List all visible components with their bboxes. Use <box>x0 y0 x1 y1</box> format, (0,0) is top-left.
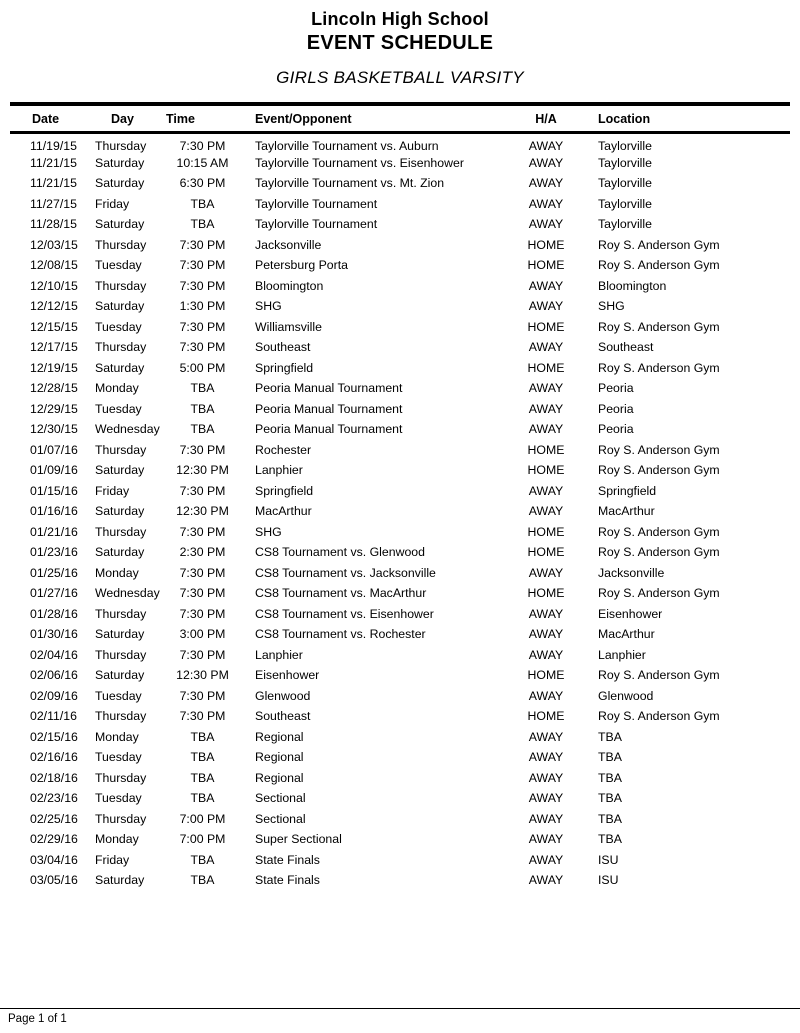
title-block <box>0 0 800 88</box>
table-row <box>10 850 790 871</box>
cell-day: Monday <box>95 832 139 847</box>
cell-home-away: AWAY <box>528 401 564 416</box>
table-row <box>10 378 790 399</box>
cell-date: 02/25/16 <box>30 811 78 826</box>
table-row <box>10 542 790 563</box>
cell-date: 11/21/15 <box>30 155 77 170</box>
cell-date: 12/08/15 <box>30 258 78 273</box>
cell-home-away: AWAY <box>528 811 564 826</box>
cell-location: Roy S. Anderson Gym <box>598 545 720 560</box>
cell-home-away: HOME <box>527 319 565 334</box>
cell-time: 7:30 PM <box>179 138 226 153</box>
table-row <box>10 481 790 502</box>
cell-date: 01/27/16 <box>30 586 78 601</box>
cell-event-opponent: Glenwood <box>255 688 311 703</box>
cell-location: ISU <box>598 873 619 888</box>
cell-day: Tuesday <box>95 319 142 334</box>
team-subtitle: GIRLS BASKETBALL VARSITY <box>276 67 524 87</box>
cell-date: 11/19/15 <box>30 138 77 153</box>
cell-event-opponent: CS8 Tournament vs. Eisenhower <box>255 606 434 621</box>
table-row <box>10 645 790 666</box>
cell-time: 7:30 PM <box>179 709 226 724</box>
table-header-row <box>10 104 790 133</box>
cell-time: 7:30 PM <box>179 565 226 580</box>
cell-location: Southeast <box>598 340 654 355</box>
cell-location: Roy S. Anderson Gym <box>598 586 720 601</box>
cell-event-opponent: Williamsville <box>255 319 322 334</box>
cell-event-opponent: CS8 Tournament vs. Rochester <box>255 627 426 642</box>
cell-location: Springfield <box>598 483 657 498</box>
cell-date: 02/09/16 <box>30 688 78 703</box>
cell-location: Lanphier <box>598 647 646 662</box>
cell-day: Thursday <box>95 606 147 621</box>
cell-event-opponent: Lanphier <box>255 463 303 478</box>
cell-time: TBA <box>190 791 215 806</box>
table-row <box>10 747 790 768</box>
cell-location: Roy S. Anderson Gym <box>598 524 720 539</box>
cell-date: 01/28/16 <box>30 606 78 621</box>
cell-home-away: AWAY <box>528 750 564 765</box>
cell-day: Monday <box>95 381 139 396</box>
cell-date: 12/29/15 <box>30 401 78 416</box>
cell-time: TBA <box>190 381 215 396</box>
cell-location: Peoria <box>598 422 634 437</box>
cell-location: ISU <box>598 852 619 867</box>
cell-day: Tuesday <box>95 750 142 765</box>
cell-home-away: HOME <box>527 709 565 724</box>
cell-date: 01/16/16 <box>30 504 78 519</box>
cell-time: 7:30 PM <box>179 319 226 334</box>
cell-location: Jacksonville <box>598 565 665 580</box>
cell-day: Tuesday <box>95 688 142 703</box>
cell-home-away: AWAY <box>528 627 564 642</box>
cell-day: Thursday <box>95 770 147 785</box>
cell-home-away: AWAY <box>528 278 564 293</box>
cell-event-opponent: Peoria Manual Tournament <box>255 381 403 396</box>
cell-location: SHG <box>598 299 625 314</box>
table-row <box>10 522 790 543</box>
schedule-table-wrap <box>10 102 790 891</box>
cell-time: 7:30 PM <box>179 483 226 498</box>
cell-location: Roy S. Anderson Gym <box>598 360 720 375</box>
cell-event-opponent: CS8 Tournament vs. Glenwood <box>255 545 425 560</box>
cell-date: 01/30/16 <box>30 627 78 642</box>
cell-home-away: AWAY <box>528 791 564 806</box>
cell-location: Eisenhower <box>598 606 663 621</box>
cell-date: 02/11/16 <box>30 709 77 724</box>
cell-location: Peoria <box>598 401 634 416</box>
cell-home-away: HOME <box>527 668 565 683</box>
cell-time: 12:30 PM <box>176 668 229 683</box>
cell-home-away: AWAY <box>528 340 564 355</box>
cell-home-away: AWAY <box>528 873 564 888</box>
cell-day: Saturday <box>95 504 145 519</box>
cell-time: 7:30 PM <box>179 688 226 703</box>
cell-date: 11/27/15 <box>30 196 77 211</box>
cell-location: Roy S. Anderson Gym <box>598 709 720 724</box>
cell-event-opponent: Regional <box>255 729 304 744</box>
cell-home-away: HOME <box>527 258 565 273</box>
table-row <box>10 214 790 235</box>
cell-day: Saturday <box>95 873 145 888</box>
cell-location: TBA <box>598 729 622 744</box>
cell-home-away: AWAY <box>528 832 564 847</box>
cell-time: TBA <box>190 873 215 888</box>
cell-home-away: AWAY <box>528 196 564 211</box>
table-row <box>10 317 790 338</box>
cell-day: Friday <box>95 196 130 211</box>
cell-time: 7:30 PM <box>179 586 226 601</box>
cell-day: Wednesday <box>95 422 160 437</box>
cell-time: TBA <box>190 770 215 785</box>
table-row <box>10 337 790 358</box>
cell-date: 02/23/16 <box>30 791 78 806</box>
table-row <box>10 604 790 625</box>
cell-date: 01/25/16 <box>30 565 78 580</box>
table-row <box>10 870 790 891</box>
cell-location: Taylorville <box>598 196 652 211</box>
cell-event-opponent: Springfield <box>255 483 314 498</box>
cell-date: 11/28/15 <box>30 217 77 232</box>
cell-date: 02/06/16 <box>30 668 78 683</box>
cell-time: 10:15 AM <box>176 155 229 170</box>
table-row <box>10 276 790 297</box>
cell-event-opponent: Jacksonville <box>255 237 322 252</box>
cell-event-opponent: MacArthur <box>255 504 312 519</box>
cell-location: Glenwood <box>598 688 654 703</box>
cell-date: 12/17/15 <box>30 340 78 355</box>
cell-location: Peoria <box>598 381 634 396</box>
table-row <box>10 440 790 461</box>
cell-location: Taylorville <box>598 138 652 153</box>
cell-date: 03/05/16 <box>30 873 78 888</box>
cell-day: Thursday <box>95 237 147 252</box>
cell-location: Bloomington <box>598 278 667 293</box>
cell-home-away: HOME <box>527 442 565 457</box>
table-row <box>10 235 790 256</box>
cell-home-away: HOME <box>527 237 565 252</box>
cell-home-away: AWAY <box>528 176 564 191</box>
table-row <box>10 153 790 174</box>
column-header-day: Day <box>85 104 160 133</box>
cell-day: Thursday <box>95 524 147 539</box>
table-row <box>10 194 790 215</box>
cell-time: 7:30 PM <box>179 340 226 355</box>
cell-day: Saturday <box>95 545 145 560</box>
footer-divider <box>0 1008 800 1009</box>
page-footer <box>0 1008 800 1033</box>
cell-event-opponent: Eisenhower <box>255 668 320 683</box>
table-row <box>10 255 790 276</box>
cell-date: 12/15/15 <box>30 319 78 334</box>
cell-event-opponent: CS8 Tournament vs. MacArthur <box>255 586 427 601</box>
cell-event-opponent: Sectional <box>255 811 306 826</box>
cell-time: 7:00 PM <box>179 811 226 826</box>
table-row <box>10 768 790 789</box>
cell-event-opponent: Lanphier <box>255 647 303 662</box>
cell-location: TBA <box>598 832 622 847</box>
cell-date: 12/12/15 <box>30 299 78 314</box>
cell-event-opponent: Taylorville Tournament <box>255 196 378 211</box>
cell-time: TBA <box>190 217 215 232</box>
cell-event-opponent: SHG <box>255 524 282 539</box>
cell-time: 6:30 PM <box>179 176 226 191</box>
cell-day: Tuesday <box>95 258 142 273</box>
cell-location: TBA <box>598 770 622 785</box>
cell-date: 12/30/15 <box>30 422 78 437</box>
cell-date: 01/09/16 <box>30 463 78 478</box>
cell-day: Saturday <box>95 176 145 191</box>
cell-date: 02/15/16 <box>30 729 78 744</box>
cell-date: 01/21/16 <box>30 524 78 539</box>
cell-home-away: HOME <box>527 360 565 375</box>
cell-location: TBA <box>598 791 622 806</box>
school-name: Lincoln High School <box>311 9 489 29</box>
cell-event-opponent: Taylorville Tournament vs. Eisenhower <box>255 155 464 170</box>
cell-day: Saturday <box>95 217 145 232</box>
cell-home-away: HOME <box>527 524 565 539</box>
cell-location: Roy S. Anderson Gym <box>598 463 720 478</box>
cell-date: 02/18/16 <box>30 770 78 785</box>
cell-location: Roy S. Anderson Gym <box>598 668 720 683</box>
table-row <box>10 419 790 440</box>
cell-home-away: AWAY <box>528 852 564 867</box>
cell-time: TBA <box>190 422 215 437</box>
cell-event-opponent: CS8 Tournament vs. Jacksonville <box>255 565 436 580</box>
cell-time: 1:30 PM <box>179 299 226 314</box>
cell-event-opponent: Petersburg Porta <box>255 258 348 273</box>
cell-home-away: AWAY <box>528 606 564 621</box>
cell-home-away: AWAY <box>528 688 564 703</box>
cell-time: 7:30 PM <box>179 606 226 621</box>
cell-event-opponent: Sectional <box>255 791 306 806</box>
cell-home-away: AWAY <box>528 647 564 662</box>
cell-date: 01/23/16 <box>30 545 78 560</box>
table-row <box>10 706 790 727</box>
cell-event-opponent: SHG <box>255 299 282 314</box>
cell-time: TBA <box>190 750 215 765</box>
cell-time: TBA <box>190 852 215 867</box>
cell-date: 02/04/16 <box>30 647 78 662</box>
cell-day: Saturday <box>95 627 145 642</box>
table-row <box>10 173 790 194</box>
cell-event-opponent: Regional <box>255 770 304 785</box>
cell-event-opponent: Springfield <box>255 360 314 375</box>
cell-date: 02/29/16 <box>30 832 78 847</box>
cell-time: 7:00 PM <box>179 832 226 847</box>
cell-event-opponent: Taylorville Tournament <box>255 217 378 232</box>
column-header-event-opponent: Event/Opponent <box>245 104 515 133</box>
cell-time: 7:30 PM <box>179 647 226 662</box>
column-header-home-away: H/A <box>515 104 577 133</box>
page-number: Page 1 of 1 <box>8 1013 67 1025</box>
cell-day: Saturday <box>95 299 145 314</box>
cell-date: 12/10/15 <box>30 278 78 293</box>
cell-location: Taylorville <box>598 155 652 170</box>
cell-time: 12:30 PM <box>176 504 229 519</box>
cell-event-opponent: Super Sectional <box>255 832 342 847</box>
table-row <box>10 829 790 850</box>
cell-location: MacArthur <box>598 627 655 642</box>
cell-date: 01/15/16 <box>30 483 78 498</box>
cell-home-away: AWAY <box>528 770 564 785</box>
cell-time: TBA <box>190 729 215 744</box>
table-row <box>10 686 790 707</box>
table-row <box>10 727 790 748</box>
cell-date: 11/21/15 <box>30 176 77 191</box>
cell-time: 3:00 PM <box>179 627 226 642</box>
cell-location: Roy S. Anderson Gym <box>598 237 720 252</box>
table-row <box>10 788 790 809</box>
cell-day: Wednesday <box>95 586 160 601</box>
cell-event-opponent: Bloomington <box>255 278 324 293</box>
cell-location: TBA <box>598 811 622 826</box>
cell-location: Roy S. Anderson Gym <box>598 258 720 273</box>
cell-event-opponent: State Finals <box>255 852 320 867</box>
cell-day: Saturday <box>95 360 145 375</box>
cell-day: Monday <box>95 729 139 744</box>
cell-home-away: HOME <box>527 586 565 601</box>
cell-home-away: HOME <box>527 545 565 560</box>
table-row <box>10 501 790 522</box>
cell-event-opponent: Peoria Manual Tournament <box>255 401 403 416</box>
cell-date: 02/16/16 <box>30 750 78 765</box>
cell-date: 01/07/16 <box>30 442 78 457</box>
cell-time: 7:30 PM <box>179 442 226 457</box>
table-row <box>10 665 790 686</box>
cell-day: Thursday <box>95 138 147 153</box>
cell-event-opponent: Peoria Manual Tournament <box>255 422 403 437</box>
cell-time: 7:30 PM <box>179 278 226 293</box>
cell-day: Thursday <box>95 647 147 662</box>
cell-time: TBA <box>190 196 215 211</box>
cell-home-away: AWAY <box>528 299 564 314</box>
cell-home-away: AWAY <box>528 483 564 498</box>
cell-location: Roy S. Anderson Gym <box>598 319 720 334</box>
table-row <box>10 583 790 604</box>
cell-home-away: AWAY <box>528 381 564 396</box>
cell-home-away: AWAY <box>528 565 564 580</box>
cell-day: Tuesday <box>95 791 142 806</box>
column-header-location: Location <box>577 104 790 133</box>
schedule-table <box>10 102 790 891</box>
cell-location: TBA <box>598 750 622 765</box>
cell-home-away: AWAY <box>528 422 564 437</box>
cell-home-away: HOME <box>527 463 565 478</box>
cell-event-opponent: Southeast <box>255 340 311 355</box>
page-title: EVENT SCHEDULE <box>306 31 494 54</box>
cell-day: Saturday <box>95 668 145 683</box>
cell-date: 12/19/15 <box>30 360 78 375</box>
table-row <box>10 296 790 317</box>
table-row <box>10 132 790 153</box>
cell-location: Taylorville <box>598 217 652 232</box>
table-row <box>10 358 790 379</box>
table-row <box>10 809 790 830</box>
cell-day: Thursday <box>95 811 147 826</box>
cell-home-away: AWAY <box>528 138 564 153</box>
cell-date: 12/03/15 <box>30 237 78 252</box>
cell-day: Friday <box>95 483 130 498</box>
cell-event-opponent: State Finals <box>255 873 320 888</box>
cell-day: Thursday <box>95 709 147 724</box>
table-row <box>10 460 790 481</box>
cell-date: 12/28/15 <box>30 381 78 396</box>
cell-home-away: AWAY <box>528 729 564 744</box>
cell-day: Thursday <box>95 340 147 355</box>
cell-time: TBA <box>190 401 215 416</box>
cell-location: Roy S. Anderson Gym <box>598 442 720 457</box>
cell-time: 7:30 PM <box>179 258 226 273</box>
cell-day: Monday <box>95 565 139 580</box>
cell-home-away: AWAY <box>528 504 564 519</box>
cell-event-opponent: Taylorville Tournament vs. Auburn <box>255 138 439 153</box>
cell-day: Thursday <box>95 442 147 457</box>
schedule-table-body <box>10 132 790 891</box>
cell-time: 12:30 PM <box>176 463 229 478</box>
table-row <box>10 563 790 584</box>
cell-day: Friday <box>95 852 130 867</box>
cell-event-opponent: Rochester <box>255 442 312 457</box>
cell-day: Saturday <box>95 463 145 478</box>
cell-day: Saturday <box>95 155 145 170</box>
table-row <box>10 399 790 420</box>
cell-time: 7:30 PM <box>179 237 226 252</box>
cell-home-away: AWAY <box>528 217 564 232</box>
cell-home-away: AWAY <box>528 155 564 170</box>
cell-location: Taylorville <box>598 176 652 191</box>
column-header-time: Time <box>160 104 245 133</box>
cell-day: Thursday <box>95 278 147 293</box>
cell-event-opponent: Southeast <box>255 709 311 724</box>
cell-time: 7:30 PM <box>179 524 226 539</box>
cell-date: 03/04/16 <box>30 852 78 867</box>
cell-time: 2:30 PM <box>179 545 226 560</box>
cell-event-opponent: Regional <box>255 750 304 765</box>
cell-day: Tuesday <box>95 401 142 416</box>
column-header-date: Date <box>10 104 85 133</box>
cell-location: MacArthur <box>598 504 655 519</box>
cell-time: 5:00 PM <box>179 360 226 375</box>
cell-event-opponent: Taylorville Tournament vs. Mt. Zion <box>255 176 445 191</box>
table-row <box>10 624 790 645</box>
